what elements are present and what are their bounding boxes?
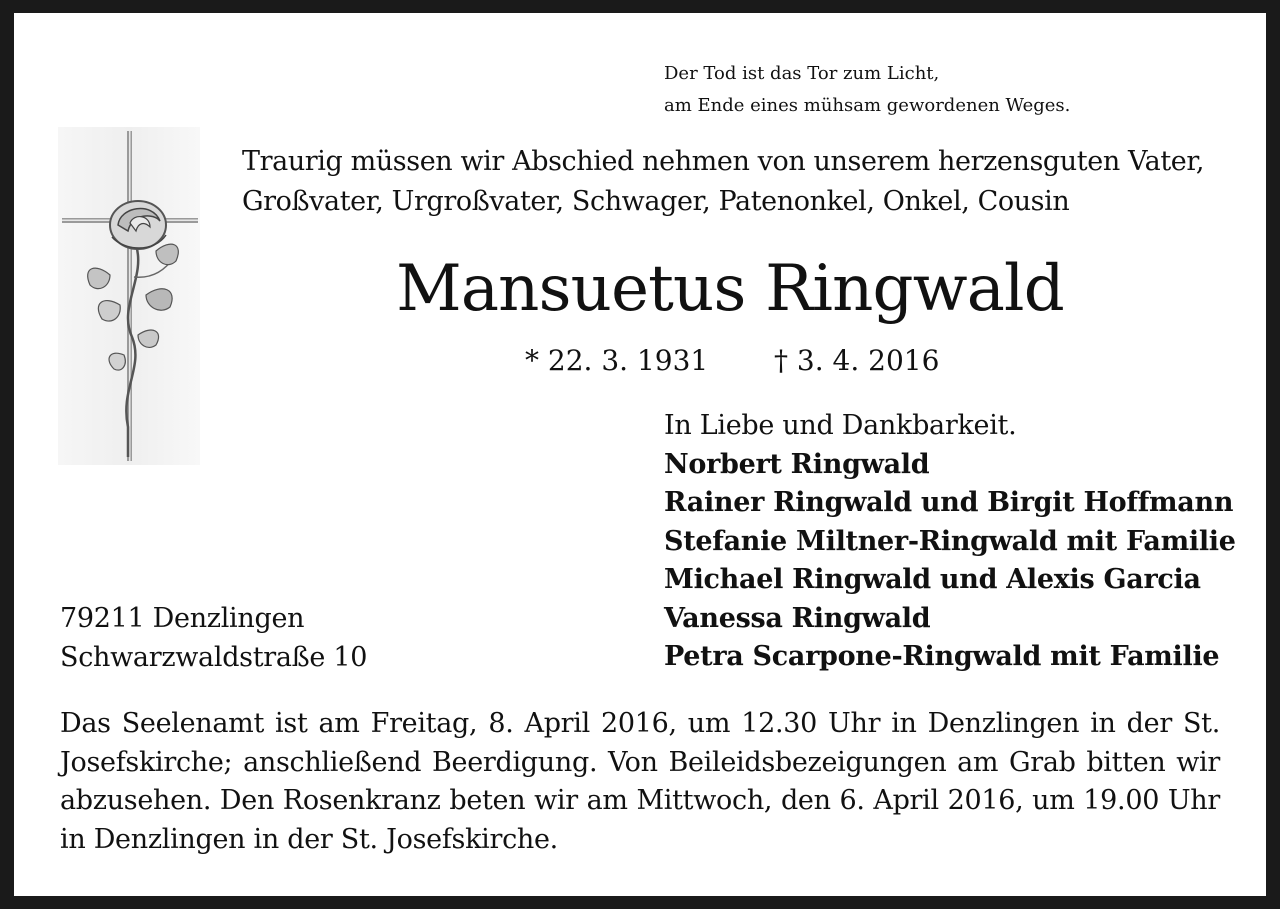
intro-line-1: Traurig müssen wir Abschied nehmen von unserem herzensguten Vater,: [242, 146, 1205, 177]
motto-line-1: Der Tod ist das Tor zum Licht,: [664, 63, 940, 84]
motto: [664, 58, 1070, 122]
mourner-name: Vanessa Ringwald: [664, 602, 931, 634]
mourners-intro: In Liebe und Dankbarkeit.: [664, 410, 1017, 441]
mourners-block: [664, 407, 1236, 677]
family-address: [60, 600, 367, 677]
mourner-name: Stefanie Miltner-Ringwald mit Familie: [664, 525, 1236, 557]
motto-line-2: am Ende eines mühsam gewordenen Weges.: [664, 95, 1071, 116]
service-notice: Das Seelenamt ist am Freitag, 8. April 2016, um 12.30 Uhr in Denzlingen in der St. Josefskirche; anschließend Beerdigung. Von Beileidsbezeigungen am Grab bitten wir abzusehen. Den Rosenkranz beten wir am Mittwoch, den 6. April 2016, um 19.00 Uhr in Denzlingen in der St. Josefskirche.: [60, 708, 1220, 855]
birth-date: * 22. 3. 1931: [525, 344, 709, 377]
address-street: Schwarzwaldstraße 10: [60, 641, 368, 673]
address-city: 79211 Denzlingen: [60, 603, 305, 634]
obituary-notice: [14, 13, 1266, 896]
intro-text: [242, 142, 1204, 222]
mourner-name: Michael Ringwald und Alexis Garcia: [664, 564, 1201, 595]
death-date: † 3. 4. 2016: [774, 344, 940, 377]
mourner-name: Rainer Ringwald und Birgit Hoffmann: [664, 487, 1234, 518]
mourner-name: Petra Scarpone-Ringwald mit Familie: [664, 641, 1220, 672]
deceased-name: Mansuetus Ringwald: [396, 252, 1064, 326]
mourner-name: Norbert Ringwald: [664, 448, 930, 480]
intro-line-2: Großvater, Urgroßvater, Schwager, Patenonkel, Onkel, Cousin: [242, 186, 1070, 217]
